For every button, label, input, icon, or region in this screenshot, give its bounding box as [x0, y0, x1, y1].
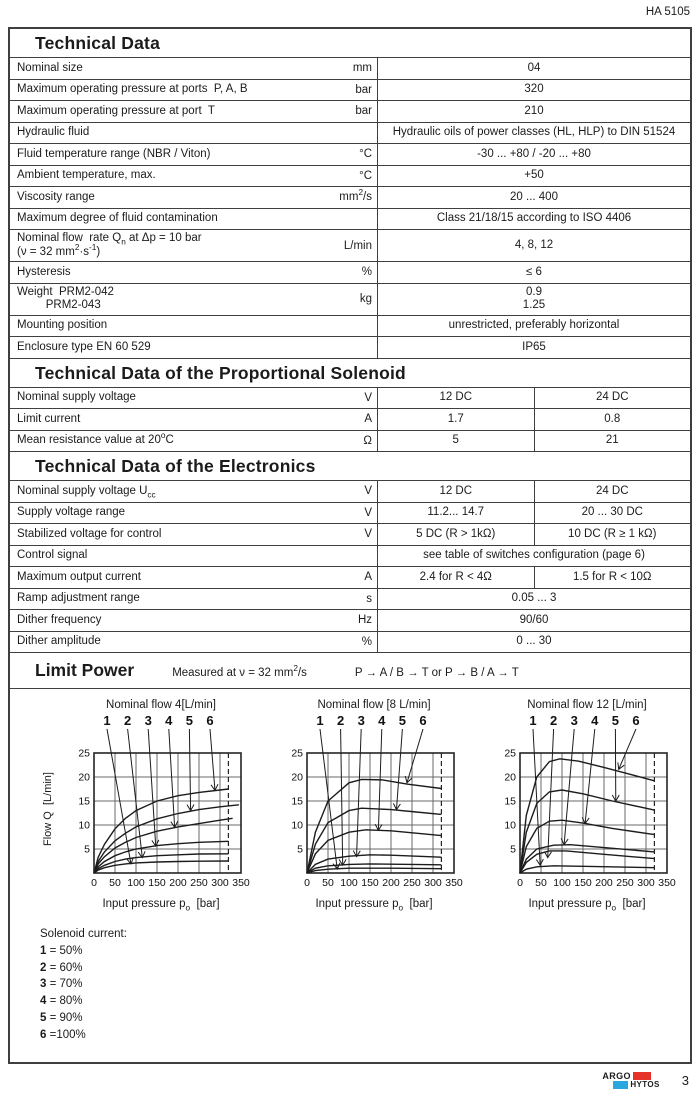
svg-text:250: 250: [190, 877, 208, 889]
row-value: 12 DC: [439, 391, 473, 403]
row-label-line: Supply voltage range: [17, 506, 126, 518]
svg-text:200: 200: [595, 877, 613, 889]
row-label: [17, 391, 136, 405]
limit-power-chart: [42, 699, 256, 913]
row-value: [378, 80, 690, 101]
row-label: [17, 169, 156, 183]
row-label-line: Nominal size: [17, 61, 83, 74]
curve-number-label: 6: [206, 713, 214, 728]
row-label-cell: [10, 503, 378, 524]
row-label-line: Mean resistance value at 20$^o$C: [17, 431, 174, 446]
row-label: [17, 286, 114, 313]
row-label-line: Hysteresis: [17, 265, 71, 278]
row-label: [17, 341, 151, 355]
row-label-cell: [10, 546, 378, 567]
row-label-line: Hydraulic fluid: [17, 126, 90, 138]
svg-text:10: 10: [291, 819, 303, 832]
row-label: [17, 485, 156, 499]
svg-text:10: 10: [504, 819, 516, 832]
logo-text-argo: ARGO: [602, 1071, 631, 1081]
row-label-line: Limit current: [17, 412, 81, 425]
row-label: [17, 62, 83, 76]
row-label-line: Fluid temperature range (NBR / Viton): [17, 147, 211, 160]
row-value: 5 DC (R > 1kΩ): [416, 527, 496, 540]
table-row: [10, 566, 690, 588]
row-value-line: 0.05 ... 3: [511, 592, 557, 604]
row-label-cell: [10, 481, 378, 502]
row-value: [378, 316, 690, 337]
row-label-line: Maximum operating pressure at ports P, A, B: [17, 83, 248, 95]
row-label-cell: [10, 337, 378, 358]
curve-number-label: 5: [185, 713, 194, 728]
row-value-line: unrestricted, preferably horizontal: [448, 319, 620, 331]
row-value-line: IP65: [522, 340, 546, 353]
argo-hytos-logo: [602, 1071, 659, 1089]
curve-number-label: 2: [549, 713, 558, 728]
curve-number-label: 4: [165, 713, 173, 728]
row-label-line: (ν = 32 $mm^2\cdot s^{-1}$): [17, 242, 101, 258]
svg-text:100: 100: [127, 877, 145, 889]
svg-text:50: 50: [322, 877, 334, 889]
row-unit: %: [361, 266, 372, 279]
logo-text-hytos: HYTOS: [630, 1080, 660, 1089]
row-label-line: Nominal flow rate $Q_n$ at Δp = 10 bar: [17, 232, 202, 247]
row-label-cell: [10, 262, 378, 283]
page-footer: [602, 1071, 689, 1089]
svg-text:15: 15: [504, 795, 516, 808]
limit-power-chart: [492, 699, 682, 913]
table-row: [10, 336, 690, 358]
curve-number-label: 3: [144, 713, 152, 728]
row-label-cell: [10, 101, 378, 122]
row-label-cell: [10, 632, 378, 653]
chart-title: Nominal flow 4[L/min]: [106, 699, 216, 711]
limit-power-charts: [10, 689, 690, 913]
row-label-cell: [10, 589, 378, 610]
curve-number-label: 1: [316, 713, 324, 728]
row-label-line: Control signal: [17, 549, 88, 561]
table-row: [10, 609, 690, 631]
row-label-line: Maximum output current: [17, 570, 141, 583]
chart-title: Nominal flow 12 [L/min]: [527, 699, 647, 711]
row-label-line: Dither frequency: [17, 613, 102, 626]
legend-item: 3 = 70%: [40, 978, 83, 991]
row-value-line: 4, 8, 12: [514, 238, 554, 251]
row-value: 12 DC: [439, 484, 473, 497]
table-row: [10, 165, 690, 187]
section-title-technical-data: Technical Data: [35, 33, 161, 53]
row-label-line: Enclosure type EN 60 529: [17, 340, 151, 353]
row-value: [378, 262, 690, 283]
x-axis-label: Input pressure $p_o$ [bar]: [102, 898, 220, 913]
section-title-proportional-solenoid: Technical Data of the Proportional Solenoid: [10, 358, 690, 387]
row-unit: °C: [359, 148, 372, 161]
row-label-line: Viscosity range: [17, 190, 95, 203]
row-value: 2.4 for R < 4Ω: [419, 570, 492, 583]
row-label: [17, 635, 101, 649]
row-value-line: Hydraulic oils of power classes (HL, HLP) to DIN 51524: [392, 126, 676, 138]
row-label: [17, 266, 71, 280]
row-label-line: Dither amplitude: [17, 635, 101, 647]
row-label-cell: [10, 567, 378, 588]
row-value: [378, 337, 690, 358]
row-unit: Ω: [363, 434, 372, 447]
row-value: 5: [452, 434, 459, 446]
table-row: [10, 480, 690, 502]
row-label-line: Nominal supply voltage $U_{cc}$: [17, 484, 156, 499]
limit-power-measured-note: Measured at ν = 32 $mm^2/s$: [172, 664, 307, 679]
row-label-line: Maximum operating pressure at port T: [17, 104, 215, 117]
x-axis-label: Input pressure $p_o$ [bar]: [315, 898, 433, 913]
row-label-cell: [10, 409, 378, 430]
row-label-line: Ambient temperature, max.: [17, 169, 156, 181]
row-value: 1.7: [447, 412, 464, 425]
row-label: [17, 549, 87, 563]
table-row: [10, 100, 690, 122]
row-value: [378, 209, 690, 230]
row-label: [17, 592, 140, 606]
row-value-line: 04: [527, 61, 541, 74]
row-unit: V: [364, 485, 372, 498]
curve-number-label: 6: [419, 713, 427, 728]
svg-text:300: 300: [637, 877, 655, 889]
table-row: [10, 545, 690, 567]
row-value: 0.8: [534, 409, 691, 430]
curve-number-label: 4: [378, 713, 386, 728]
section-title-electronics: Technical Data of the Electronics: [10, 451, 690, 480]
row-value: [378, 284, 690, 315]
row-unit: $mm^2/s$: [339, 188, 372, 204]
svg-text:150: 150: [574, 877, 592, 889]
row-unit: V: [364, 506, 372, 519]
row-unit: bar: [355, 105, 372, 118]
curve-number-label: 1: [529, 713, 537, 728]
row-unit: V: [364, 528, 372, 541]
row-label-cell: [10, 58, 378, 79]
row-value-line: +50: [524, 169, 544, 181]
legend-item: 1 = 50%: [40, 944, 83, 957]
row-value: [378, 144, 690, 165]
logo-blue-block: [613, 1081, 628, 1089]
svg-text:0: 0: [304, 877, 310, 889]
row-value: 1.5 for R < 10Ω: [534, 567, 691, 588]
row-label-line: Mounting position: [17, 319, 108, 331]
row-unit: L/min: [343, 239, 372, 252]
chart-canvas: [66, 713, 256, 891]
row-label-cell: [10, 431, 378, 452]
row-unit: bar: [355, 83, 372, 96]
legend-item: 2 = 60%: [40, 961, 83, 974]
row-label-cell: [10, 316, 378, 337]
legend-items: [40, 943, 690, 1044]
row-value-line: 1.25: [522, 299, 546, 311]
row-value-line: -30 ... +80 / -20 ... +80: [477, 147, 591, 160]
row-unit: mm: [352, 62, 372, 75]
row-label-cell: [10, 284, 378, 315]
row-label: [17, 212, 218, 226]
row-value: [378, 166, 690, 187]
curve-number-label: 2: [336, 713, 345, 728]
svg-text:250: 250: [403, 877, 421, 889]
row-label-line: PRM2-043: [17, 299, 101, 311]
row-value: [378, 230, 690, 261]
svg-text:300: 300: [211, 877, 229, 889]
svg-text:15: 15: [78, 795, 90, 808]
table-row: [10, 588, 690, 610]
y-axis-label: Flow Q [L/min]: [42, 772, 54, 846]
row-value: 11.2... 14.7: [427, 506, 485, 518]
row-label: [17, 148, 210, 162]
table-row: [10, 408, 690, 430]
table-row: [10, 143, 690, 165]
row-label: [17, 413, 80, 427]
table-row: [10, 57, 690, 79]
svg-text:25: 25: [291, 747, 303, 760]
row-label-cell: [10, 388, 378, 409]
row-label-cell: [10, 230, 378, 261]
limit-power-header: [10, 652, 690, 689]
svg-text:200: 200: [382, 877, 400, 889]
curve-number-label: 6: [632, 713, 640, 728]
row-unit: Hz: [357, 614, 372, 627]
row-label-cell: [10, 123, 378, 144]
table-row: [10, 186, 690, 208]
svg-text:25: 25: [78, 747, 90, 760]
svg-text:5: 5: [84, 843, 90, 856]
logo-row-bottom: [613, 1080, 659, 1089]
row-unit: %: [361, 635, 372, 648]
page-number: 3: [681, 1072, 689, 1088]
svg-text:350: 350: [232, 877, 250, 889]
page-frame: [8, 27, 692, 1064]
row-label: [17, 528, 161, 542]
curve-number-label: 3: [570, 713, 578, 728]
row-value: [378, 58, 690, 79]
row-unit: s: [366, 592, 372, 605]
row-label: [17, 571, 141, 585]
row-unit: A: [364, 571, 372, 584]
row-unit: kg: [359, 293, 372, 305]
row-label: [17, 105, 215, 119]
table-row: [10, 261, 690, 283]
svg-text:5: 5: [297, 843, 303, 856]
svg-text:150: 150: [361, 877, 379, 889]
svg-text:100: 100: [340, 877, 358, 889]
table-row: [10, 502, 690, 524]
curve-number-label: 3: [357, 713, 365, 728]
svg-text:200: 200: [169, 877, 187, 889]
svg-text:0: 0: [517, 877, 523, 889]
row-label: [17, 431, 174, 448]
table-row: [10, 229, 690, 261]
row-label-cell: [10, 524, 378, 545]
limit-power-title: Limit Power: [35, 660, 135, 680]
row-label: [17, 319, 107, 333]
svg-text:50: 50: [535, 877, 547, 889]
svg-text:0: 0: [91, 877, 97, 889]
row-label-cell: [10, 610, 378, 631]
curve-number-label: 4: [591, 713, 599, 728]
row-value: [378, 546, 690, 567]
row-value: 24 DC: [534, 388, 691, 409]
row-label-line: Ramp adjustment range: [17, 592, 140, 604]
svg-text:300: 300: [424, 877, 442, 889]
chart-title: Nominal flow [8 L/min]: [317, 699, 431, 711]
solenoid-current-legend: [40, 926, 690, 1044]
limit-power-flow-paths: P → A / B → T or P → B / A → T: [354, 667, 519, 679]
row-label: [17, 506, 125, 520]
svg-text:15: 15: [291, 795, 303, 808]
svg-text:50: 50: [109, 877, 121, 889]
legend-title: Solenoid current:: [40, 928, 127, 940]
proportional-solenoid-table: [10, 387, 690, 452]
curve-number-label: 1: [103, 713, 111, 728]
row-value: [378, 187, 690, 208]
row-label-cell: [10, 187, 378, 208]
row-value-line: 320: [524, 83, 544, 95]
svg-text:250: 250: [616, 877, 634, 889]
x-axis-label: Input pressure $p_o$ [bar]: [528, 898, 646, 913]
row-value-line: Class 21/18/15 according to ISO 4406: [436, 212, 632, 224]
svg-text:5: 5: [510, 843, 516, 856]
row-value: [378, 632, 690, 653]
row-unit: V: [364, 391, 372, 404]
logo-red-block: [633, 1072, 651, 1080]
svg-text:350: 350: [445, 877, 463, 889]
table-row: [10, 79, 690, 101]
doc-code: HA 5105: [645, 6, 690, 18]
legend-item: 6 =100%: [40, 1028, 86, 1041]
row-value-line: 0.9: [526, 285, 542, 298]
row-label-line: Maximum degree of fluid contamination: [17, 212, 218, 224]
row-value-line: 0 ... 30: [516, 635, 552, 647]
svg-text:20: 20: [504, 771, 516, 784]
row-value: 10 DC (R ≥ 1 kΩ): [534, 524, 691, 545]
row-label: [17, 614, 101, 628]
table-row: [10, 122, 690, 144]
row-value: [378, 101, 690, 122]
row-label-cell: [10, 80, 378, 101]
electronics-table: [10, 480, 690, 652]
legend-item: 5 = 90%: [40, 1011, 83, 1024]
table-row: [10, 430, 690, 452]
row-value: [378, 610, 690, 631]
row-value: 21: [534, 431, 691, 452]
row-label-cell: [10, 166, 378, 187]
row-value-line: 210: [524, 104, 544, 117]
row-unit: °C: [359, 169, 372, 182]
chart-canvas: [279, 713, 469, 891]
row-label: [17, 83, 248, 97]
limit-power-chart: [279, 699, 469, 913]
curve-number-label: 5: [611, 713, 620, 728]
table-row: [10, 283, 690, 315]
row-value: 24 DC: [534, 481, 691, 502]
svg-text:350: 350: [658, 877, 676, 889]
row-value-line: 20 ... 400: [510, 190, 558, 203]
row-label-line: Weight PRM2-042: [17, 285, 114, 298]
table-row: [10, 631, 690, 653]
row-label: [17, 232, 202, 259]
row-label-line: Stabilized voltage for control: [17, 527, 162, 540]
svg-text:20: 20: [291, 771, 303, 784]
row-label-cell: [10, 209, 378, 230]
table-row: [10, 208, 690, 230]
table-row: [10, 315, 690, 337]
svg-text:100: 100: [553, 877, 571, 889]
row-value-line: see table of switches configuration (page 6): [423, 549, 645, 561]
legend-item: 4 = 80%: [40, 995, 83, 1008]
svg-text:25: 25: [504, 747, 516, 760]
row-value: [378, 589, 690, 610]
curve-number-label: 5: [398, 713, 407, 728]
technical-data-table: [10, 57, 690, 358]
table-row: [10, 387, 690, 409]
chart-canvas: [492, 713, 682, 891]
curve-number-label: 2: [123, 713, 132, 728]
row-value-line: ≤ 6: [526, 265, 542, 278]
row-value: [378, 123, 690, 144]
row-unit: A: [364, 413, 372, 426]
svg-text:20: 20: [78, 771, 90, 784]
table-row: [10, 523, 690, 545]
row-label: [17, 191, 95, 205]
row-label-line: Nominal supply voltage: [17, 391, 136, 403]
row-value-line: 90/60: [519, 613, 549, 626]
row-value: 20 ... 30 DC: [534, 503, 691, 524]
row-label-cell: [10, 144, 378, 165]
svg-text:10: 10: [78, 819, 90, 832]
svg-text:150: 150: [148, 877, 166, 889]
row-label: [17, 126, 89, 140]
